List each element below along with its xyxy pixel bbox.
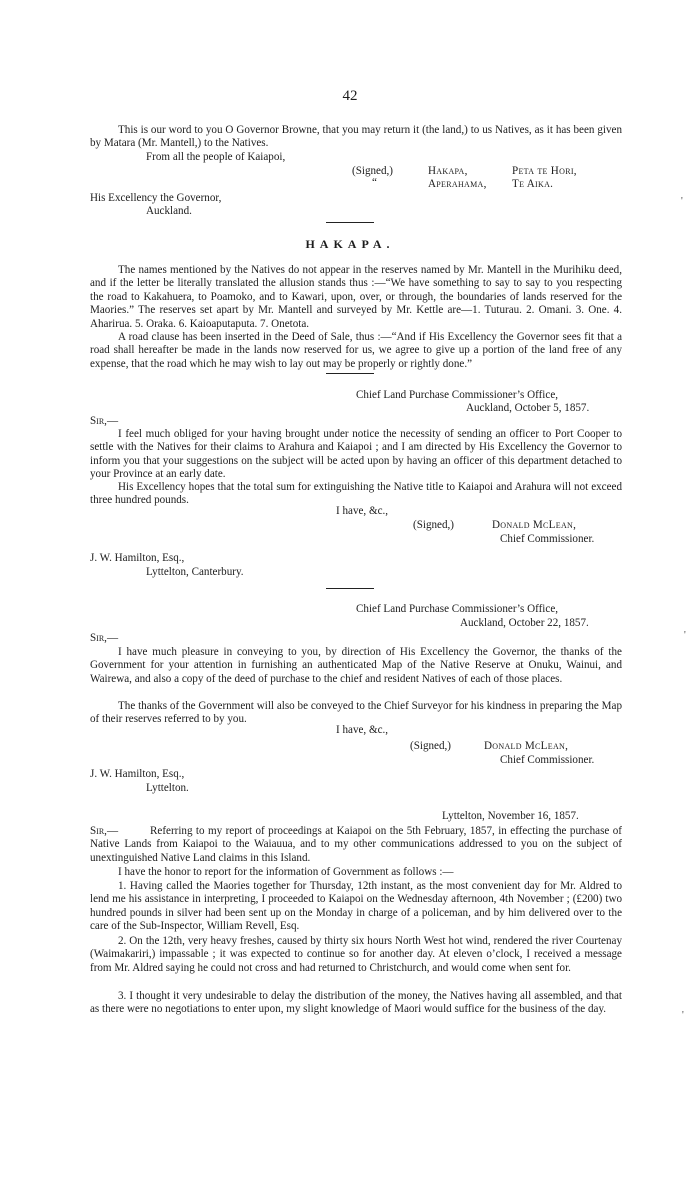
section-divider: [326, 373, 374, 374]
letter2-signed: (Signed,): [413, 519, 454, 531]
letter3-addressee-line1: J. W. Hamilton, Esq.,: [90, 768, 185, 780]
letter2-signer: Donald McLean,: [492, 519, 577, 531]
letter3-addressee-line2: Lyttelton.: [146, 782, 189, 794]
letter1-signed: (Signed,): [352, 165, 393, 177]
letter2-salutation: Sir,—: [90, 415, 119, 427]
letter2-office: Chief Land Purchase Commissioner’s Office,: [356, 389, 559, 401]
hakapa-paragraph-2: A road clause has been inserted in the Deed of Sale, thus :—“And if His Excellency the Governor sees fit that a road shall hereafter be made in the lands now reserved for us, we agree to give up a portion of the land free of any expense, that the road which he may wish to lay out may be properly or rightly done.”: [90, 331, 622, 370]
letter1-addressee-line2: Auckland.: [146, 205, 192, 217]
letter2-signer-title: Chief Commissioner.: [500, 533, 595, 545]
letter1-addressee-line1: His Excellency the Governor,: [90, 192, 222, 204]
page-number: 42: [342, 88, 358, 104]
letter2-addressee-line1: J. W. Hamilton, Esq.,: [90, 552, 185, 564]
hakapa-paragraph-1: The names mentioned by the Natives do not appear in the reserves named by Mr. Mantell in the Murihiku deed, and if the letter be literally translated the allusion stands thus :—“We have something to say to say to you respecting the road to Kakahuera, to Poamoko, and to Kawari, upon, over, or through, the boundaries of lands reserved for the Maories.” The reserves set apart by Mr. Mantell and surveyed by Mr. Kettle are—1. Tuturau. 2. Omani. 3. One. 4. Aharirua. 5. Oraka. 6. Kaioaputaputa. 7. Onetota.: [90, 264, 622, 330]
letter4-paragraph-1: Referring to my report of proceedings at Kaiapoi on the 5th February, 1857, in effecting the purchase of Native Lands from Kaiapoi to the Waiauua, and to my other communications addressed to you on the subject of unextinguished Native Land claims in this Island.: [90, 825, 622, 864]
letter3-paragraph-2: The thanks of the Government will also be conveyed to the Chief Surveyor for his kindness in preparing the Map of their reserves referred to by you.: [90, 700, 622, 726]
letter3-closing: I have, &c.,: [336, 724, 389, 736]
margin-mark: ': [681, 196, 683, 207]
signatory-te-aika: Te Aika.: [512, 178, 554, 190]
letter4-paragraph-4: 2. On the 12th, very heavy freshes, caused by thirty six hours North West hot wind, rendered the river Courtenay (Waimakariri,) impassable ; it was expected to continue so for another day. At eleven o’clock, I received a message from Mr. Aldred saying he could not cross and had returned to Christchurch, and would come when sent for.: [90, 935, 622, 974]
letter1-from: From all the people of Kaiapoi,: [146, 151, 286, 163]
letter1-ditto: “: [372, 177, 377, 189]
letter2-paragraph-2: His Excellency hopes that the total sum for extinguishing the Native title to Kaiapoi and Arahura will not exceed three hundred pounds.: [90, 481, 622, 507]
letter4-paragraph-3: 1. Having called the Maories together for Thursday, 12th instant, as the most convenient day for Mr. Aldred to lend me his assistance in interpreting, I proceeded to Kaiapoi on the Wednesday afternoon, 4th November ; (£200) two hundred pounds in silver had been sent up on the Monday in charge of a policeman, and by him delivered over to the care of the Sub-Inspector, William Revell, Esq.: [90, 880, 622, 933]
letter2-date: Auckland, October 5, 1857.: [466, 402, 590, 414]
section-divider: [326, 588, 374, 589]
letter4-date: Lyttelton, November 16, 1857.: [442, 810, 579, 822]
letter3-signer-title: Chief Commissioner.: [500, 754, 595, 766]
letter4-paragraph-5: 3. I thought it very undesirable to delay the distribution of the money, the Natives having all assembled, and that as there were no negotiations to enter upon, my slight knowledge of Maori would suffice for the business of the day.: [90, 990, 622, 1016]
hakapa-heading: HAKAPA.: [305, 237, 395, 251]
signatory-aperahama: Aperahama,: [428, 178, 487, 190]
letter1-paragraph: This is our word to you O Governor Browne, that you may return it (the land,) to us Natives, as it has been given by Matara (Mr. Mantell,) to the Natives.: [90, 124, 622, 150]
letter4-paragraph-2: I have the honor to report for the information of Government as follows :—: [118, 866, 454, 878]
signatory-hakapa: Hakapa,: [428, 165, 468, 177]
margin-mark: ': [682, 1010, 684, 1021]
letter2-addressee-line2: Lyttelton, Canterbury.: [146, 566, 244, 578]
letter2-closing: I have, &c.,: [336, 505, 389, 517]
letter3-signer: Donald McLean,: [484, 740, 569, 752]
letter4-salutation: Sir,—: [90, 825, 119, 837]
margin-mark: ': [684, 630, 686, 641]
letter3-office: Chief Land Purchase Commissioner’s Office,: [356, 603, 559, 615]
letter3-paragraph-1: I have much pleasure in conveying to you, by direction of His Excellency the Governor, the thanks of the Government for your attention in furnishing an authenticated Map of the Native Reserve at Onuku, Wainui, and Wairewa, and also a copy of the deed of purchase to the chief and resident Natives of each of those places.: [90, 646, 622, 685]
letter2-paragraph-1: I feel much obliged for your having brought under notice the necessity of sending an officer to Port Cooper to settle with the Natives for their claims to Arahura and Kaiapoi ; and I am directed by His Excellency the Governor to inform you that your suggestions on the subject will be acted upon by having an officer of this department detached to your Province at an early date.: [90, 428, 622, 481]
letter3-date: Auckland, October 22, 1857.: [460, 617, 589, 629]
letter3-signed: (Signed,): [410, 740, 451, 752]
section-divider: [326, 222, 374, 223]
signatory-peta-te-hori: Peta te Hori,: [512, 165, 577, 177]
letter3-salutation: Sir,—: [90, 632, 119, 644]
